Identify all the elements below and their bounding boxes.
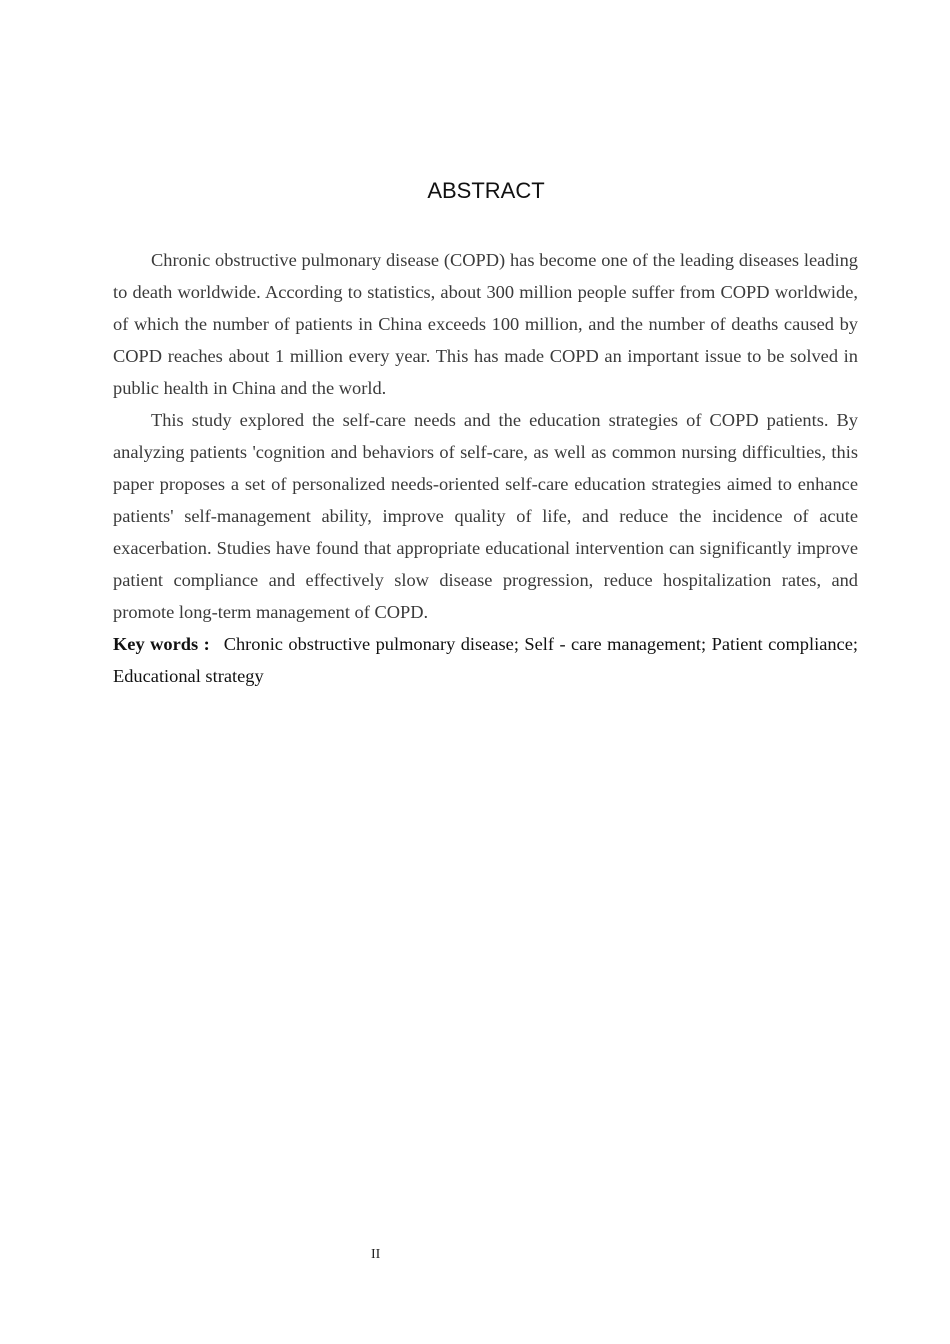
- abstract-body: [113, 244, 858, 692]
- abstract-paragraph-2: This study explored the self-care needs and the education strategies of COPD patients. By analyzing patients 'cognition and behaviors of self-care, as well as common nursing difficulties, this paper proposes a set of personalized needs-oriented self-care education strategies aimed to enhance patients' self-management ability, improve quality of life, and reduce the incidence of acute exacerbation. Studies have found that appropriate educational intervention can significantly improve patient compliance and effectively slow disease progression, reduce hospitalization rates, and promote long-term management of COPD.: [113, 410, 858, 622]
- keywords-line: [113, 628, 858, 692]
- abstract-paragraph-1: Chronic obstructive pulmonary disease (COPD) has become one of the leading diseases leading to death worldwide. According to statistics, about 300 million people suffer from COPD worldwide, of which the number of patients in China exceeds 100 million, and the number of deaths caused by COPD reaches about 1 million every year. This has made COPD an important issue to be solved in public health in China and the world.: [113, 250, 858, 398]
- keywords-text: Chronic obstructive pulmonary disease; Self - care management; Patient compliance; Educational strategy: [113, 634, 858, 686]
- page-number: II: [371, 1247, 381, 1262]
- keywords-label: Key words :: [113, 634, 210, 654]
- abstract-title: ABSTRACT: [427, 178, 545, 203]
